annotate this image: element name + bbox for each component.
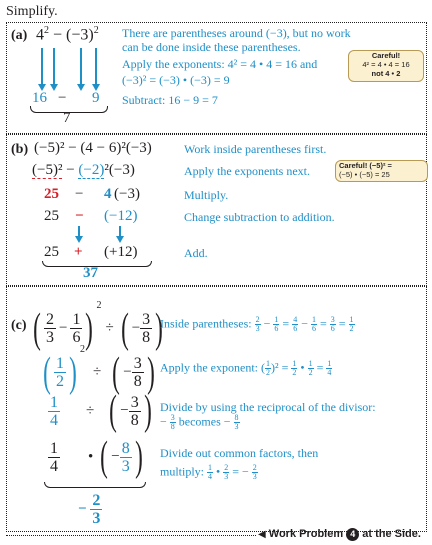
final-result: − $\frac{2}{3}$ bbox=[78, 492, 101, 527]
problem-number-badge: 4 bbox=[346, 528, 359, 541]
example-c-line1: ( $\frac{2}{3}$ − $\frac{1}{6}$ )$^2$÷ ( − $\frac{3}{8}$ ) bbox=[33, 300, 164, 352]
down-arrow-icon bbox=[77, 84, 85, 91]
example-b-line2: (−5)² − (−2)²(−3) bbox=[32, 162, 135, 178]
explanation-line: Apply the exponents: 4² = 4 • 4 = 16 and bbox=[122, 57, 318, 71]
example-b-line1: (−5)² − (4 − 6)²(−3) bbox=[34, 140, 152, 156]
step-text: Divide out common factors, then bbox=[160, 446, 319, 460]
minus-sign: − bbox=[75, 208, 84, 224]
step-text: multiply: $\frac{1}{4}$ • $\frac{2}{3}$ = − $\frac{2}{3}$ bbox=[160, 463, 257, 481]
down-arrow-icon bbox=[95, 48, 97, 86]
down-arrow-icon bbox=[80, 48, 82, 86]
explanation-line: There are parentheses around (−3), but no work bbox=[122, 26, 351, 40]
result-37: 37 bbox=[83, 265, 98, 281]
down-arrow-icon bbox=[53, 48, 55, 86]
down-arrow-icon bbox=[50, 84, 58, 91]
value-pos12: (+12) bbox=[104, 244, 138, 260]
step-text: Add. bbox=[184, 246, 208, 260]
value-neg3: (−3) bbox=[114, 186, 140, 202]
example-c-line4: $\frac{1}{4}$ • ( − $\frac{8}{3}$ ) bbox=[50, 434, 143, 480]
minus-sign: − bbox=[75, 186, 84, 202]
result-9: 9 bbox=[92, 90, 100, 106]
step-text: − $\frac{3}{8}$ becomes − $\frac{8}{3}$ bbox=[160, 413, 239, 431]
explanation-line: Subtract: 16 − 9 = 7 bbox=[122, 93, 218, 107]
explanation-line: (−3)² = (−3) • (−3) = 9 bbox=[122, 73, 230, 87]
result-16: 16 bbox=[32, 90, 47, 106]
step-text: Work inside parentheses first. bbox=[184, 142, 327, 156]
example-a-label: (a) bbox=[11, 28, 28, 43]
step-text: Change subtraction to addition. bbox=[184, 210, 335, 224]
explanation-line: can be done inside these parentheses. bbox=[122, 40, 301, 54]
result-minus: − bbox=[58, 90, 67, 106]
triangle-left-icon: ◀ bbox=[258, 529, 266, 540]
step-text: Apply the exponents next. bbox=[184, 164, 310, 178]
careful-callout-b: Careful! (−5)² = (−5) • (−5) = 25 bbox=[335, 160, 428, 182]
value-25: 25 bbox=[44, 208, 59, 224]
footer-dotted-line bbox=[6, 535, 256, 536]
example-c-line3: $\frac{1}{4}$ ÷ ( − $\frac{3}{8}$ ) bbox=[50, 388, 152, 434]
underbrace bbox=[44, 482, 146, 488]
step-text: Inside parentheses: $\frac{2}{3}$ − $\frac{1}{6}$ = $\frac{4}{6}$ − $\frac{1}{6}$ = $\frac{3}{6}$ = $\frac{1}{2}$ bbox=[160, 315, 354, 333]
value-4: 4 bbox=[104, 186, 112, 202]
example-c-line2: ( $\frac{1}{2}$ )$^2$÷ ( − $\frac{3}{8}$ ) bbox=[43, 344, 155, 396]
page-title: Simplify. bbox=[6, 4, 58, 19]
value-neg12: (−12) bbox=[104, 208, 138, 224]
work-problem-link[interactable]: ◀ Work Problem 4 at the Side. bbox=[258, 528, 421, 540]
down-arrow-icon bbox=[75, 236, 83, 243]
step-text: Multiply. bbox=[184, 188, 229, 202]
step-text: Apply the exponent: ( $\frac{1}{2}$ )² = $\frac{1}{2}$ • $\frac{1}{2}$ = $\frac{1}{4}$ bbox=[160, 359, 332, 377]
plus-sign: + bbox=[74, 244, 83, 260]
example-b-label: (b) bbox=[11, 142, 29, 157]
down-arrow-icon bbox=[41, 48, 43, 86]
step-text: Divide by using the reciprocal of the divisor: bbox=[160, 400, 376, 414]
careful-callout-a: Careful! 4² = 4 • 4 = 16 not 4 • 2 bbox=[348, 50, 424, 82]
value-25: 25 bbox=[44, 244, 59, 260]
value-25: 25 bbox=[44, 186, 59, 202]
result-7: 7 bbox=[63, 110, 71, 126]
down-arrow-icon bbox=[116, 236, 124, 243]
example-c-label: (c) bbox=[11, 318, 27, 333]
example-a-expression: $4^2 - (-3)^2$ bbox=[36, 25, 99, 44]
